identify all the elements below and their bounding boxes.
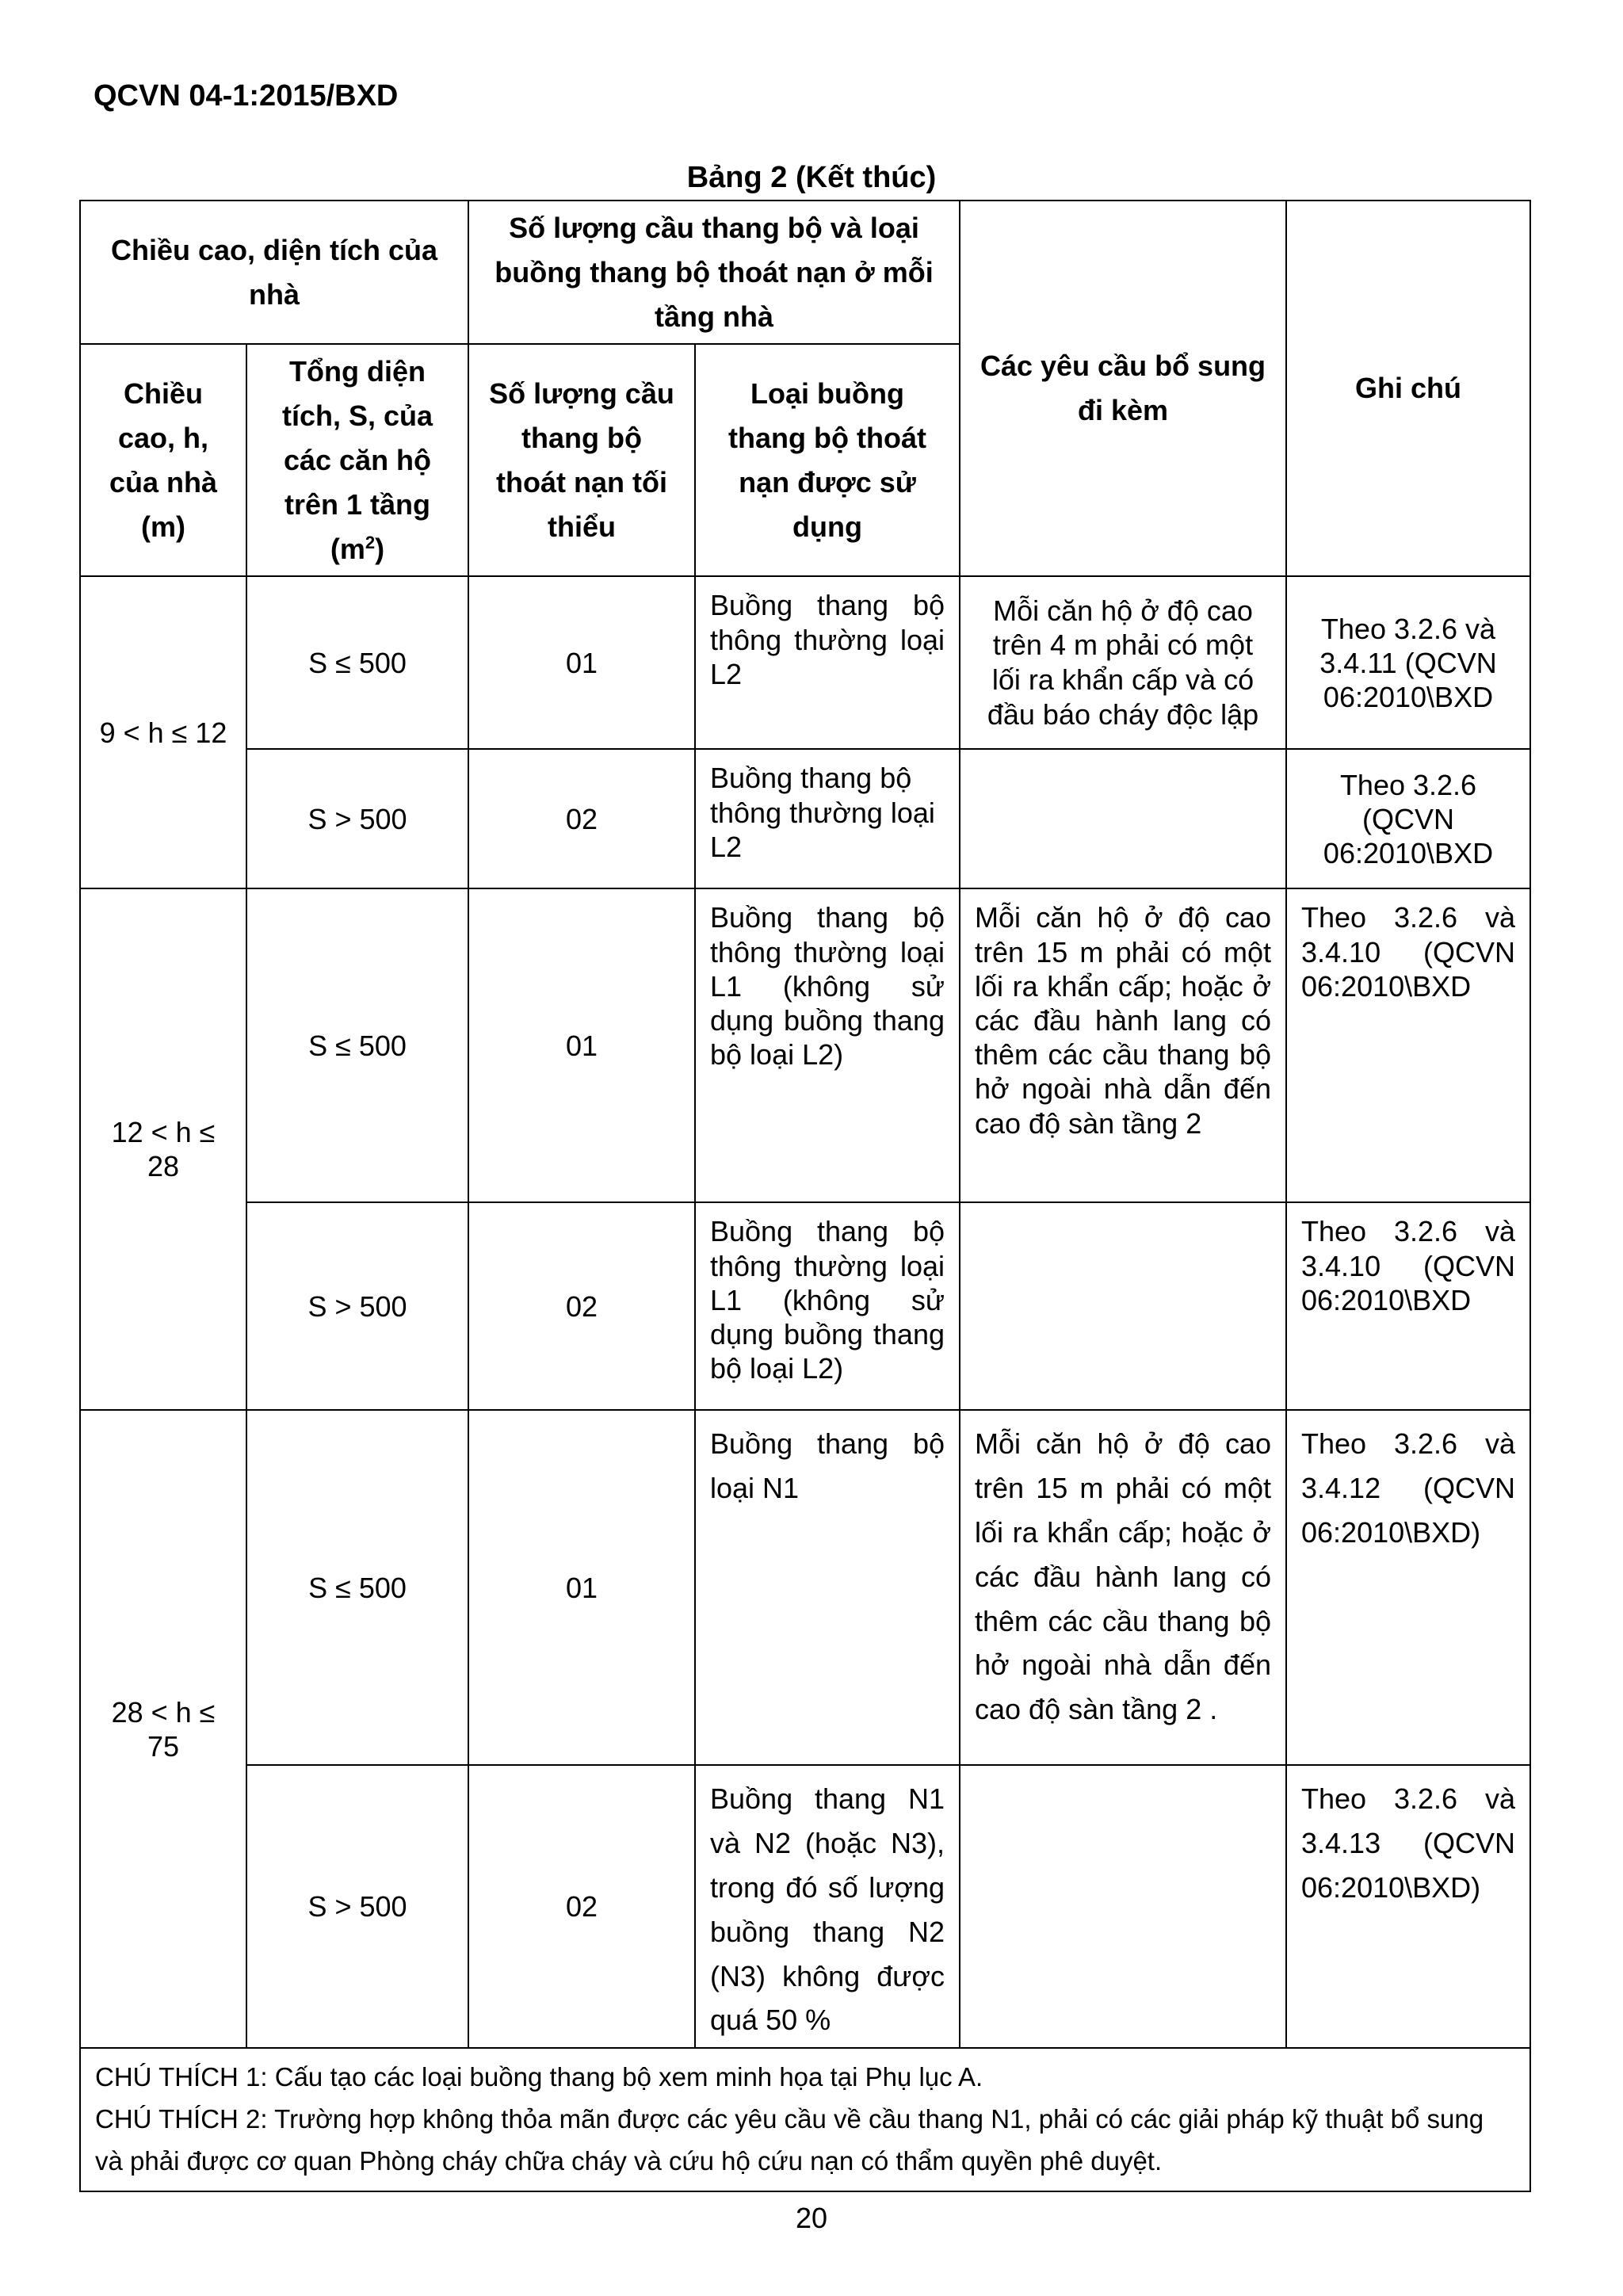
header-stairs-group: Số lượng cầu thang bộ và loại buồng thang bộ thoát nạn ở mỗi tầng nhà xyxy=(468,201,960,344)
note-cell: Theo 3.2.6 và 3.4.13 (QCVN 06:2010\BXD) xyxy=(1286,1765,1530,2048)
type-cell: Buồng thang bộ thông thường loại L2 xyxy=(695,749,960,888)
stairs-requirements-table xyxy=(79,200,1531,2192)
table-row xyxy=(80,576,1530,749)
header-height-area-group: Chiều cao, diện tích của nhà xyxy=(80,201,468,344)
height-cell: 28 < h ≤ 75 xyxy=(80,1410,246,2048)
count-cell: 02 xyxy=(468,749,695,888)
area-cell: S ≤ 500 xyxy=(246,888,468,1202)
header-stair-type: Loại buồng thang bộ thoát nạn được sử dụng xyxy=(695,344,960,576)
area-cell: S ≤ 500 xyxy=(246,576,468,749)
area-cell: S > 500 xyxy=(246,1765,468,2048)
count-cell: 01 xyxy=(468,1410,695,1765)
area-cell: S ≤ 500 xyxy=(246,1410,468,1765)
requirement-cell: Mỗi căn hộ ở độ cao trên 4 m phải có một lối ra khẩn cấp và có đầu báo cháy độc lập xyxy=(960,576,1286,749)
note-cell: Theo 3.2.6 (QCVN 06:2010\BXD xyxy=(1286,749,1530,888)
header-min-stairs: Số lượng cầu thang bộ thoát nạn tối thiểu xyxy=(468,344,695,576)
header-area-sup: 2 xyxy=(365,532,376,552)
footnote-1: CHÚ THÍCH 1: Cấu tạo các loại buồng thang bộ xem minh họa tại Phụ lục A. xyxy=(95,2062,983,2092)
table-row xyxy=(80,749,1530,888)
type-cell: Buồng thang N1 và N2 (hoặc N3), trong đó số lượng buồng thang N2 (N3) không được quá 50 % xyxy=(695,1765,960,2048)
count-cell: 01 xyxy=(468,576,695,749)
header-notes: Ghi chú xyxy=(1286,201,1530,576)
count-cell: 02 xyxy=(468,1765,695,2048)
requirement-cell: Mỗi căn hộ ở độ cao trên 15 m phải có một lối ra khẩn cấp; hoặc ở các đầu hành lang có thêm các cầu thang bộ hở ngoài nhà dẫn đến cao độ sàn tầng 2 xyxy=(960,888,1286,1202)
requirement-cell xyxy=(960,1202,1286,1410)
requirement-cell: Mỗi căn hộ ở độ cao trên 15 m phải có một lối ra khẩn cấp; hoặc ở các đầu hành lang có thêm các cầu thang bộ hở ngoài nhà dẫn đến cao độ sàn tầng 2 . xyxy=(960,1410,1286,1765)
table-title: Bảng 2 (Kết thúc) xyxy=(686,161,937,194)
header-height: Chiều cao, h, của nhà (m) xyxy=(80,344,246,576)
requirement-cell xyxy=(960,749,1286,888)
area-cell: S > 500 xyxy=(246,749,468,888)
area-cell: S > 500 xyxy=(246,1202,468,1410)
type-cell: Buồng thang bộ thông thường loại L1 (không sử dụng buồng thang bộ loại L2) xyxy=(695,1202,960,1410)
type-cell: Buồng thang bộ loại N1 xyxy=(695,1410,960,1765)
type-cell: Buồng thang bộ thông thường loại L2 xyxy=(695,576,960,749)
header-area xyxy=(246,344,468,576)
note-cell: Theo 3.2.6 và 3.4.10 (QCVN 06:2010\BXD xyxy=(1286,1202,1530,1410)
count-cell: 02 xyxy=(468,1202,695,1410)
type-cell: Buồng thang bộ thông thường loại L1 (không sử dụng buồng thang bộ loại L2) xyxy=(695,888,960,1202)
height-cell: 9 < h ≤ 12 xyxy=(80,576,246,888)
height-cell: 12 < h ≤ 28 xyxy=(80,888,246,1410)
table-footnotes xyxy=(80,2048,1530,2191)
table-row xyxy=(80,888,1530,1202)
header-extra-requirements: Các yêu cầu bổ sung đi kèm xyxy=(960,201,1286,576)
document-code: QCVN 04-1:2015/BXD xyxy=(94,79,399,113)
requirement-cell xyxy=(960,1765,1286,2048)
table-row xyxy=(80,1765,1530,2048)
table-row xyxy=(80,1410,1530,1765)
footnote-2: CHÚ THÍCH 2: Trường hợp không thỏa mãn được các yêu cầu về cầu thang N1, phải có các giải pháp kỹ thuật bổ sung và phải được cơ quan Phòng cháy chữa cháy và cứu hộ cứu nạn có thẩm quyền phê duyệt. xyxy=(95,2103,1484,2176)
header-area-suffix: ) xyxy=(375,532,385,565)
header-area-text: Tổng diện tích, S, của các căn hộ trên 1 tầng (m xyxy=(281,355,433,565)
count-cell: 01 xyxy=(468,888,695,1202)
page-number: 20 xyxy=(795,2202,828,2234)
note-cell: Theo 3.2.6 và 3.4.10 (QCVN 06:2010\BXD xyxy=(1286,888,1530,1202)
table-row xyxy=(80,1202,1530,1410)
note-cell: Theo 3.2.6 và 3.4.11 (QCVN 06:2010\BXD xyxy=(1286,576,1530,749)
note-cell: Theo 3.2.6 và 3.4.12 (QCVN 06:2010\BXD) xyxy=(1286,1410,1530,1765)
